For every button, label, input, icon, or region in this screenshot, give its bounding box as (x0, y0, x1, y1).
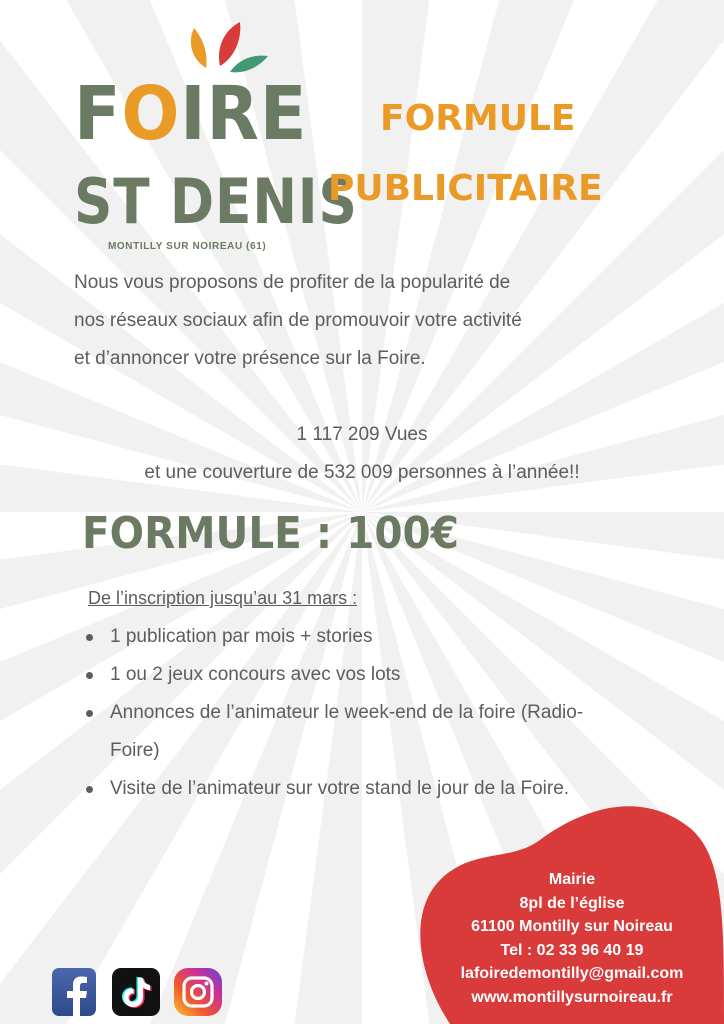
contact-street: 8pl de l’église (519, 894, 625, 912)
headline-publicitaire: PUBLICITAIRE (328, 168, 603, 209)
instagram-icon[interactable] (172, 966, 224, 1018)
logo-letter-o: O (121, 71, 181, 157)
benefits-list (86, 618, 646, 808)
logo-word-foire (74, 70, 307, 158)
benefit-text: Visite de l’animateur sur votre stand le jour de la Foire. (110, 778, 570, 799)
contact-website[interactable]: www.montillysurnoireau.fr (471, 988, 673, 1006)
stat-reach: et une couverture de 532 009 personnes à l’année!! (144, 462, 580, 483)
bullet-icon (86, 710, 93, 717)
benefit-text: Annonces de l’animateur le week-end de la foire (Radio-Foire) (110, 702, 584, 761)
contact-phone: Tel : 02 33 96 40 19 (500, 941, 644, 959)
benefit-item (86, 694, 630, 770)
leaves-icon (130, 18, 270, 78)
contact-city: 61100 Montilly sur Noireau (471, 918, 673, 935)
logo-letter-f: F (74, 71, 122, 157)
contact-name: Mairie (548, 871, 596, 888)
intro-paragraph (74, 264, 634, 378)
offer-price: FORMULE : 100€ (82, 508, 459, 559)
contact-block (420, 868, 724, 1009)
logo-subtitle: MONTILLY SUR NOIREAU (61) (108, 241, 267, 252)
bullet-icon (86, 634, 93, 641)
benefit-text: 1 ou 2 jeux concours avec vos lots (110, 664, 401, 685)
intro-line: Nous vous proposons de profiter de la popularité de (74, 272, 511, 293)
offer-period: De l’inscription jusqu’au 31 mars : (88, 588, 358, 608)
intro-line: et d’annoncer votre présence sur la Foire. (74, 348, 426, 369)
logo-letters-ire: IRE (180, 71, 308, 157)
facebook-icon[interactable] (50, 966, 102, 1018)
contact-email[interactable]: lafoiredemontilly@gmail.com (460, 965, 684, 982)
benefit-item (86, 656, 646, 694)
benefit-text: 1 publication par mois + stories (110, 626, 373, 647)
foire-logo (70, 18, 358, 263)
bullet-icon (86, 786, 93, 793)
stat-views: 1 117 209 Vues (296, 424, 428, 445)
headline-formule: FORMULE (380, 98, 576, 139)
intro-line: nos réseaux sociaux afin de promouvoir votre activité (74, 310, 522, 331)
bullet-icon (86, 672, 93, 679)
benefit-item (86, 618, 646, 656)
tiktok-icon[interactable] (110, 966, 162, 1018)
logo-word-st-denis: ST DENIS (74, 165, 358, 238)
